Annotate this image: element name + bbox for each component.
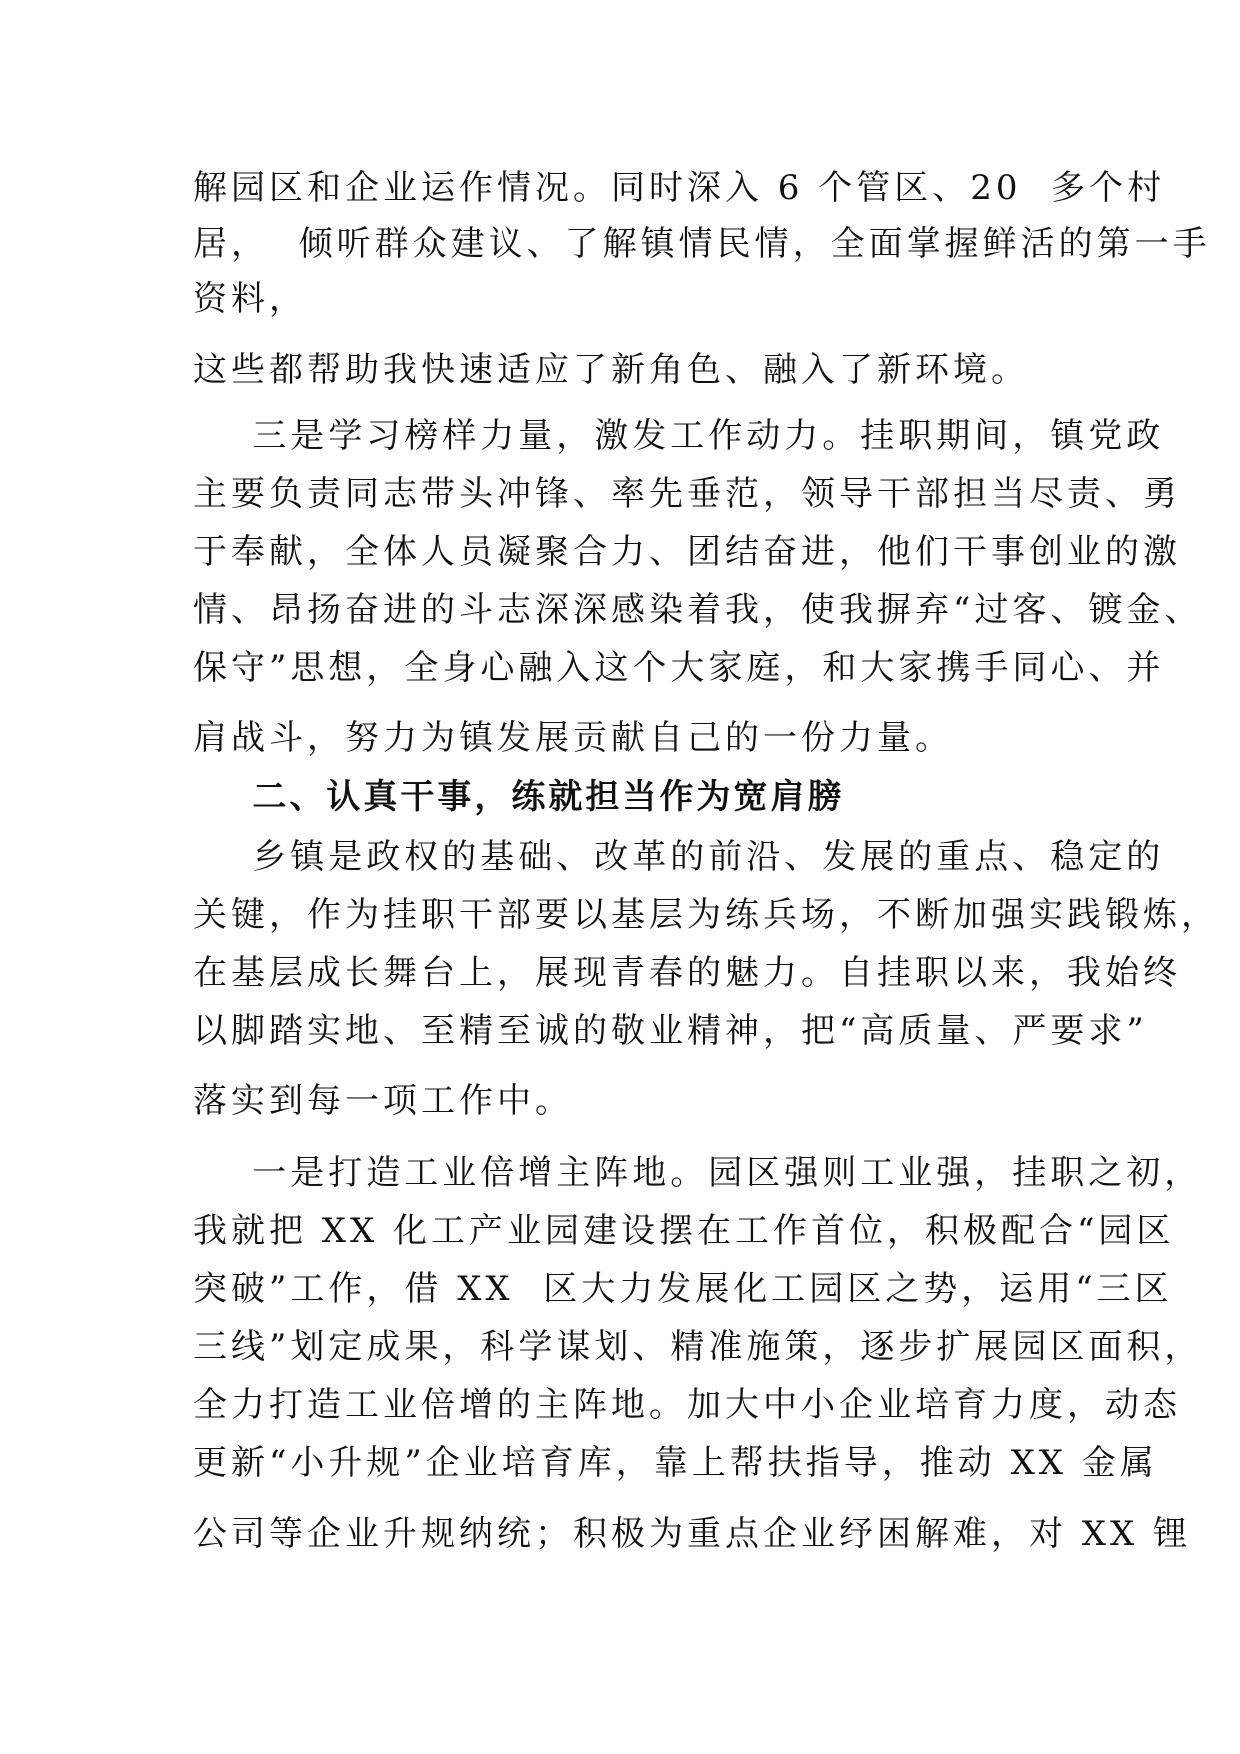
text-line: 全力打造工业倍增的主阵地。加大中小企业培育力度，动态 [193, 1385, 1181, 1425]
text-line: 乡镇是政权的基础、改革的前沿、发展的重点、稳定的 [193, 837, 1165, 877]
text-line: 于奉献，全体人员凝聚合力、团结奋进，他们干事创业的激 [193, 532, 1181, 572]
text-line: 突破”工作，借 XX 区大力发展化工园区之势，运用“三区 [193, 1269, 1173, 1309]
text-line: 这些都帮助我快速适应了新角色、融入了新环境。 [193, 350, 1029, 390]
text-line: 保守”思想，全身心融入这个大家庭，和大家携手同心、并 [193, 648, 1165, 688]
text-line: 解园区和企业运作情况。同时深入 6 个管区、20 多个村 [193, 168, 1166, 208]
text-line: 公司等企业升规纳统；积极为重点企业纾困解难，对 XX 锂 [193, 1514, 1192, 1554]
text-line: 关键，作为挂职干部要以基层为练兵场，不断加强实践锻炼， [193, 895, 1219, 935]
text-line: 以脚踏实地、至精至诚的敬业精神，把“高质量、严要求” [193, 1011, 1148, 1051]
text-line: 资料， [193, 279, 307, 319]
text-line: 三线”划定成果，科学谋划、精准施策，逐步扩展园区面积， [193, 1327, 1203, 1367]
text-line: 肩战斗，努力为镇发展贡献自己的一份力量。 [193, 718, 953, 758]
text-line: 主要负责同志带头冲锋、率先垂范，领导干部担当尽责、勇 [193, 474, 1181, 514]
text-line: 三是学习榜样力量，激发工作动力。挂职期间，镇党政 [193, 416, 1165, 456]
text-line: 情、昂扬奋进的斗志深深感染着我，使我摒弃“过客、镀金、 [193, 590, 1203, 630]
text-line: 居， 倾听群众建议、了解镇情民情，全面掌握鲜活的第一手 [193, 224, 1211, 264]
text-line: 我就把 XX 化工产业园建设摆在工作首位，积极配合“园区 [193, 1211, 1175, 1251]
text-line: 落实到每一项工作中。 [193, 1081, 573, 1121]
text-line: 更新“小升规”企业培育库，靠上帮扶指导，推动 XX 金属 [193, 1443, 1158, 1483]
text-line: 一是打造工业倍增主阵地。园区强则工业强，挂职之初， [193, 1153, 1203, 1193]
text-line: 在基层成长舞台上，展现青春的魅力。自挂职以来，我始终 [193, 953, 1181, 993]
section-heading: 二、认真干事，练就担当作为宽肩膀 [193, 777, 845, 817]
